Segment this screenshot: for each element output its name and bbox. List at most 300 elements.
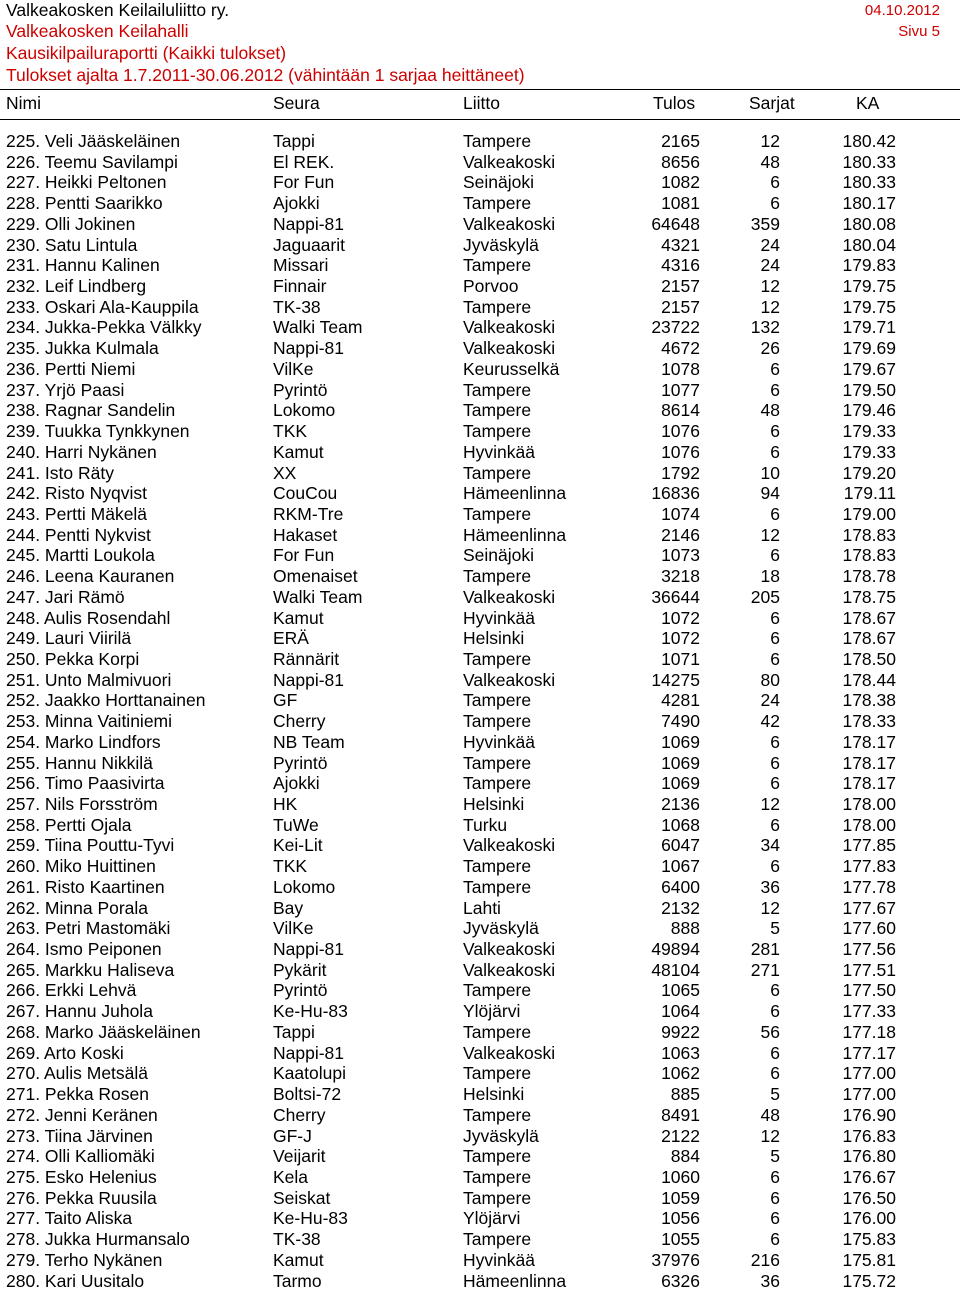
- series-count: 6: [770, 503, 780, 524]
- total-pins: 9922: [661, 1021, 700, 1042]
- club: For Fun: [273, 545, 335, 566]
- player-name: 230. Satu Lintula: [6, 234, 138, 255]
- district: Tampere: [463, 421, 532, 442]
- club: TKK: [273, 421, 308, 442]
- club: Lokomo: [273, 400, 336, 421]
- club: ERÄ: [273, 628, 309, 649]
- club: Kamut: [273, 441, 324, 462]
- total-pins: 6400: [661, 876, 700, 897]
- club: Pyrintö: [273, 752, 328, 773]
- table-row: [0, 1229, 960, 1250]
- district: Tampere: [463, 648, 532, 669]
- average: 178.50: [842, 648, 896, 669]
- player-name: 278. Jukka Hurmansalo: [6, 1229, 190, 1250]
- district: Ylöjärvi: [463, 1001, 521, 1022]
- table-row: [0, 753, 960, 774]
- series-count: 12: [760, 296, 780, 317]
- district: Tampere: [463, 131, 532, 151]
- player-name: 270. Aulis Metsälä: [6, 1063, 149, 1084]
- column-series: Sarjat: [749, 93, 795, 113]
- total-pins: 1064: [661, 1001, 700, 1022]
- total-pins: 4281: [661, 690, 700, 711]
- total-pins: 1069: [661, 731, 700, 752]
- player-name: 277. Taito Aliska: [6, 1208, 133, 1229]
- average: 176.80: [842, 1146, 896, 1167]
- series-count: 6: [770, 628, 780, 649]
- player-name: 266. Erkki Lehvä: [6, 980, 137, 1001]
- district: Ylöjärvi: [463, 1208, 521, 1229]
- club: Tappi: [273, 131, 315, 151]
- total-pins: 1074: [661, 503, 700, 524]
- series-count: 24: [760, 690, 780, 711]
- district: Helsinki: [463, 628, 525, 649]
- club: Cherry: [273, 1104, 326, 1125]
- total-pins: 2157: [661, 276, 700, 297]
- total-pins: 1060: [661, 1166, 700, 1187]
- club: Omenaiset: [273, 566, 358, 587]
- series-count: 359: [750, 213, 780, 234]
- table-row: [0, 732, 960, 753]
- club: Nappi-81: [273, 1042, 345, 1063]
- table-row: [0, 835, 960, 856]
- player-name: 275. Esko Helenius: [6, 1166, 157, 1187]
- district: Valkeakoski: [463, 586, 556, 607]
- average: 178.17: [842, 752, 896, 773]
- total-pins: 1082: [661, 172, 700, 193]
- district: Hämeenlinna: [463, 524, 567, 545]
- player-name: 262. Minna Porala: [6, 897, 149, 918]
- column-average: KA: [856, 93, 880, 113]
- series-count: 6: [770, 814, 780, 835]
- series-count: 6: [770, 172, 780, 193]
- table-row: [0, 1250, 960, 1271]
- series-count: 6: [770, 1063, 780, 1084]
- player-name: 248. Aulis Rosendahl: [6, 607, 171, 628]
- club: Tarmo: [273, 1270, 322, 1291]
- average: 177.50: [842, 980, 896, 1001]
- table-row: [0, 235, 960, 256]
- district: Tampere: [463, 462, 532, 483]
- club: CouCou: [273, 483, 338, 504]
- series-count: 12: [760, 276, 780, 297]
- player-name: 231. Hannu Kalinen: [6, 255, 160, 276]
- table-row: [0, 939, 960, 960]
- club: Jaguaarit: [273, 234, 345, 255]
- district: Hyvinkää: [463, 731, 535, 752]
- average: 177.00: [842, 1063, 896, 1084]
- table-row: [0, 1043, 960, 1064]
- average: 178.33: [842, 711, 896, 732]
- player-name: 254. Marko Lindfors: [6, 731, 161, 752]
- club: Walki Team: [273, 586, 363, 607]
- table-row: [0, 172, 960, 193]
- district: Tampere: [463, 1146, 532, 1167]
- average: 179.11: [843, 483, 896, 504]
- series-count: 42: [760, 711, 780, 732]
- table-row: [0, 545, 960, 566]
- district: Tampere: [463, 400, 532, 421]
- club: Pyrintö: [273, 980, 328, 1001]
- club: Kamut: [273, 1249, 324, 1270]
- average: 177.67: [842, 897, 896, 918]
- total-pins: 14275: [651, 669, 700, 690]
- total-pins: 48104: [651, 959, 700, 980]
- district: Tampere: [463, 980, 532, 1001]
- total-pins: 1072: [661, 628, 700, 649]
- total-pins: 23722: [651, 317, 700, 338]
- club: Nappi-81: [273, 338, 345, 359]
- table-row: [0, 1188, 960, 1209]
- column-district: Liitto: [463, 93, 500, 113]
- player-name: 243. Pertti Mäkelä: [6, 503, 148, 524]
- average: 178.75: [842, 586, 896, 607]
- district: Tampere: [463, 773, 532, 794]
- table-row: [0, 442, 960, 463]
- player-name: 253. Minna Vaitiniemi: [6, 711, 173, 732]
- table-row: [0, 649, 960, 670]
- table-row: [0, 504, 960, 525]
- player-name: 267. Hannu Juhola: [6, 1001, 153, 1022]
- series-count: 6: [770, 1229, 780, 1250]
- average: 178.00: [842, 814, 896, 835]
- district: Tampere: [463, 711, 532, 732]
- series-count: 12: [760, 131, 780, 151]
- total-pins: 2165: [661, 131, 700, 151]
- total-pins: 1055: [661, 1229, 700, 1250]
- column-club: Seura: [273, 93, 320, 113]
- club: Kei-Lit: [273, 835, 323, 856]
- average: 177.85: [842, 835, 896, 856]
- total-pins: 1072: [661, 607, 700, 628]
- total-pins: 1065: [661, 980, 700, 1001]
- total-pins: 1069: [661, 773, 700, 794]
- total-pins: 36644: [651, 586, 700, 607]
- player-name: 232. Leif Lindberg: [6, 276, 147, 297]
- table-row: [0, 1001, 960, 1022]
- total-pins: 2146: [661, 524, 700, 545]
- club: NB Team: [273, 731, 345, 752]
- table-row: [0, 1271, 960, 1292]
- table-row: [0, 815, 960, 836]
- header-top-rule: [0, 89, 960, 90]
- average: 176.50: [842, 1187, 896, 1208]
- average: 179.46: [842, 400, 896, 421]
- series-count: 205: [750, 586, 780, 607]
- district: Jyväskylä: [463, 918, 539, 939]
- table-row: [0, 566, 960, 587]
- total-pins: 8491: [661, 1104, 700, 1125]
- total-pins: 1062: [661, 1063, 700, 1084]
- series-count: 48: [760, 400, 780, 421]
- club: For Fun: [273, 172, 335, 193]
- district: Tampere: [463, 296, 532, 317]
- series-count: 5: [770, 1146, 780, 1167]
- district: Valkeakoski: [463, 1042, 556, 1063]
- table-row: [0, 525, 960, 546]
- period-title: Tulokset ajalta 1.7.2011-30.06.2012 (vähintään 1 sarjaa heittäneet): [6, 65, 525, 85]
- series-count: 6: [770, 856, 780, 877]
- table-row: [0, 1084, 960, 1105]
- average: 180.42: [842, 131, 896, 151]
- average: 179.75: [842, 296, 896, 317]
- column-name: Nimi: [6, 93, 41, 113]
- average: 178.44: [842, 669, 896, 690]
- district: Tampere: [463, 1021, 532, 1042]
- average: 176.83: [842, 1125, 896, 1146]
- total-pins: 1056: [661, 1208, 700, 1229]
- average: 177.78: [842, 876, 896, 897]
- player-name: 227. Heikki Peltonen: [6, 172, 167, 193]
- total-pins: 1081: [661, 193, 700, 214]
- total-pins: 8656: [661, 151, 700, 172]
- district: Lahti: [463, 897, 501, 918]
- series-count: 6: [770, 1208, 780, 1229]
- total-pins: 2122: [661, 1125, 700, 1146]
- district: Valkeakoski: [463, 338, 556, 359]
- club: Ajokki: [273, 773, 320, 794]
- table-row: [0, 317, 960, 338]
- average: 178.00: [842, 794, 896, 814]
- series-count: 10: [760, 462, 780, 483]
- series-count: 6: [770, 421, 780, 442]
- club: Bay: [273, 897, 304, 918]
- table-row: [0, 1063, 960, 1084]
- district: Hyvinkää: [463, 1249, 535, 1270]
- table-row: [0, 421, 960, 442]
- district: Tampere: [463, 876, 532, 897]
- player-name: 271. Pekka Rosen: [6, 1084, 150, 1105]
- table-row: [0, 193, 960, 214]
- club: Walki Team: [273, 317, 363, 338]
- district: Valkeakoski: [463, 213, 556, 234]
- series-count: 6: [770, 441, 780, 462]
- club: Kaatolupi: [273, 1063, 346, 1084]
- club: Pyrintö: [273, 379, 328, 400]
- total-pins: 1076: [661, 441, 700, 462]
- district: Seinäjoki: [463, 545, 535, 566]
- club: VilKe: [273, 918, 314, 939]
- club: El REK.: [273, 151, 335, 172]
- club: Kamut: [273, 607, 324, 628]
- table-row: [0, 131, 960, 152]
- total-pins: 4321: [661, 234, 700, 255]
- club: Kela: [273, 1166, 309, 1187]
- table-row: [0, 794, 960, 815]
- average: 179.75: [842, 276, 896, 297]
- report-title: Kausikilpailuraportti (Kaikki tulokset): [6, 43, 287, 63]
- district: Hämeenlinna: [463, 483, 567, 504]
- district: Keurusselkä: [463, 358, 560, 379]
- average: 175.72: [842, 1270, 896, 1291]
- series-count: 6: [770, 1187, 780, 1208]
- average: 180.33: [842, 172, 896, 193]
- player-name: 280. Kari Uusitalo: [6, 1270, 145, 1291]
- table-row: [0, 276, 960, 297]
- player-name: 244. Pentti Nykvist: [6, 524, 151, 545]
- player-name: 246. Leena Kauranen: [6, 566, 175, 587]
- average: 177.56: [842, 939, 896, 960]
- total-pins: 2136: [661, 794, 700, 814]
- average: 178.17: [842, 773, 896, 794]
- series-count: 48: [760, 1104, 780, 1125]
- table-row: [0, 670, 960, 691]
- table-row: [0, 463, 960, 484]
- district: Tampere: [463, 1229, 532, 1250]
- club: Missari: [273, 255, 329, 276]
- table-row: [0, 608, 960, 629]
- player-name: 239. Tuukka Tynkkynen: [6, 421, 190, 442]
- table-row: [0, 918, 960, 939]
- player-name: 237. Yrjö Paasi: [6, 379, 125, 400]
- player-name: 261. Risto Kaartinen: [6, 876, 165, 897]
- total-pins: 2132: [661, 897, 700, 918]
- total-pins: 1076: [661, 421, 700, 442]
- player-name: 279. Terho Nykänen: [6, 1249, 163, 1270]
- club: Rännärit: [273, 648, 340, 669]
- total-pins: 2157: [661, 296, 700, 317]
- player-name: 238. Ragnar Sandelin: [6, 400, 176, 421]
- series-count: 6: [770, 193, 780, 214]
- series-count: 6: [770, 1001, 780, 1022]
- table-row: [0, 1208, 960, 1229]
- table-row: [0, 711, 960, 732]
- total-pins: 6047: [661, 835, 700, 856]
- average: 179.20: [842, 462, 896, 483]
- table-row: [0, 380, 960, 401]
- series-count: 6: [770, 607, 780, 628]
- player-name: 258. Pertti Ojala: [6, 814, 132, 835]
- district: Hyvinkää: [463, 441, 535, 462]
- club: VilKe: [273, 358, 314, 379]
- district: Jyväskylä: [463, 234, 539, 255]
- series-count: 6: [770, 980, 780, 1001]
- district: Jyväskylä: [463, 1125, 539, 1146]
- district: Turku: [463, 814, 508, 835]
- table-row: [0, 856, 960, 877]
- club: Ke-Hu-83: [273, 1208, 348, 1229]
- print-date: 04.10.2012: [864, 2, 940, 19]
- results-table: [0, 131, 960, 1291]
- club: TuWe: [273, 814, 319, 835]
- series-count: 24: [760, 234, 780, 255]
- average: 175.83: [842, 1229, 896, 1250]
- district: Tampere: [463, 752, 532, 773]
- average: 177.17: [842, 1042, 896, 1063]
- series-count: 34: [760, 835, 780, 856]
- district: Valkeakoski: [463, 835, 556, 856]
- district: Tampere: [463, 1104, 532, 1125]
- table-row: [0, 628, 960, 649]
- average: 175.81: [842, 1249, 896, 1270]
- club: Hakaset: [273, 524, 338, 545]
- average: 179.83: [842, 255, 896, 276]
- table-row: [0, 1146, 960, 1167]
- district: Tampere: [463, 193, 532, 214]
- average: 178.83: [842, 545, 896, 566]
- series-count: 12: [760, 897, 780, 918]
- district: Helsinki: [463, 794, 525, 814]
- club: Seiskat: [273, 1187, 331, 1208]
- table-row: [0, 297, 960, 318]
- series-count: 281: [750, 939, 780, 960]
- series-count: 12: [760, 524, 780, 545]
- player-name: 225. Veli Jääskeläinen: [6, 131, 181, 151]
- total-pins: 49894: [651, 939, 700, 960]
- average: 177.83: [842, 856, 896, 877]
- player-name: 241. Isto Räty: [6, 462, 114, 483]
- table-row: [0, 877, 960, 898]
- series-count: 36: [760, 1270, 780, 1291]
- player-name: 276. Pekka Ruusila: [6, 1187, 157, 1208]
- series-count: 6: [770, 648, 780, 669]
- average: 178.38: [842, 690, 896, 711]
- column-header-row: [0, 92, 960, 114]
- table-row: [0, 773, 960, 794]
- player-name: 234. Jukka-Pekka Välkky: [6, 317, 202, 338]
- total-pins: 37976: [651, 1249, 700, 1270]
- player-name: 256. Timo Paasivirta: [6, 773, 165, 794]
- total-pins: 1077: [661, 379, 700, 400]
- club: Ke-Hu-83: [273, 1001, 348, 1022]
- average: 179.71: [842, 317, 896, 338]
- average: 180.08: [842, 213, 896, 234]
- table-row: [0, 400, 960, 421]
- average: 177.60: [842, 918, 896, 939]
- table-row: [0, 898, 960, 919]
- club: Veijarit: [273, 1146, 326, 1167]
- club: GF-J: [273, 1125, 312, 1146]
- series-count: 48: [760, 151, 780, 172]
- total-pins: 1067: [661, 856, 700, 877]
- series-count: 6: [770, 752, 780, 773]
- player-name: 233. Oskari Ala-Kauppila: [6, 296, 199, 317]
- district: Valkeakoski: [463, 151, 556, 172]
- total-pins: 7490: [661, 711, 700, 732]
- club: Tappi: [273, 1021, 315, 1042]
- player-name: 249. Lauri Viirilä: [6, 628, 132, 649]
- series-count: 6: [770, 358, 780, 379]
- table-row: [0, 1022, 960, 1043]
- total-pins: 888: [670, 918, 700, 939]
- club: Finnair: [273, 276, 327, 297]
- average: 177.51: [842, 959, 896, 980]
- table-row: [0, 338, 960, 359]
- series-count: 36: [760, 876, 780, 897]
- column-total: Tulos: [653, 93, 696, 113]
- table-row: [0, 1105, 960, 1126]
- series-count: 5: [770, 918, 780, 939]
- series-count: 6: [770, 773, 780, 794]
- player-name: 269. Arto Koski: [6, 1042, 124, 1063]
- total-pins: 1078: [661, 358, 700, 379]
- table-row: [0, 483, 960, 504]
- district: Tampere: [463, 1166, 532, 1187]
- club: Cherry: [273, 711, 326, 732]
- district: Tampere: [463, 503, 532, 524]
- player-name: 257. Nils Forsström: [6, 794, 158, 814]
- series-count: 80: [760, 669, 780, 690]
- average: 177.18: [842, 1021, 896, 1042]
- average: 179.00: [842, 503, 896, 524]
- series-count: 12: [760, 794, 780, 814]
- total-pins: 1063: [661, 1042, 700, 1063]
- table-row: [0, 255, 960, 276]
- average: 179.50: [842, 379, 896, 400]
- series-count: 5: [770, 1084, 780, 1105]
- series-count: 6: [770, 731, 780, 752]
- district: Hyvinkää: [463, 607, 535, 628]
- player-name: 252. Jaakko Horttanainen: [6, 690, 206, 711]
